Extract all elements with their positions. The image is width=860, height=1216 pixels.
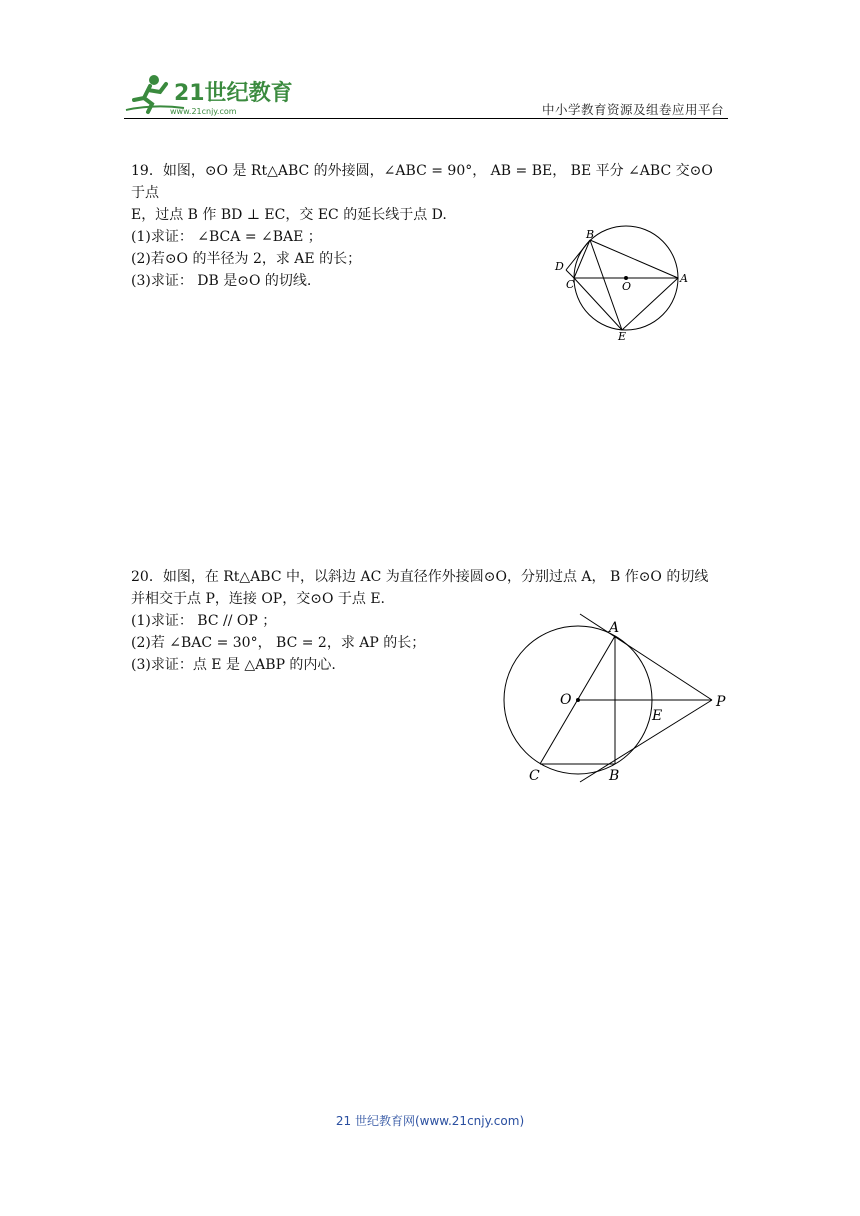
label-b: B	[586, 228, 595, 241]
page-footer[interactable]: 21 世纪教育网(www.21cnjy.com)	[335, 1114, 525, 1128]
q20-stem-line1: 20．如图，在 Rt△ABC 中，以斜边 AC 为直径作外接圆⊙O，分别过点 A， B 作⊙O 的切线	[131, 569, 709, 585]
q19-part3: (3)求证： DB 是⊙O 的切线.	[131, 273, 312, 289]
q19-part2: (2)若⊙O 的半径为 2，求 AE 的长；	[131, 251, 362, 267]
header-slogan: 中小学教育资源及组卷应用平台	[541, 102, 724, 117]
logo-text: 21世纪教育	[174, 81, 293, 106]
logo-graphic	[124, 70, 294, 118]
label-b: B	[609, 768, 620, 784]
q20-stem-line2: 并相交于点 P，连接 OP，交⊙O 于点 E.	[131, 591, 385, 607]
label-a: A	[680, 272, 688, 285]
segment-ba	[590, 240, 678, 278]
label-c: C	[566, 278, 575, 291]
segment-be	[590, 240, 622, 330]
segment-dc	[566, 270, 574, 278]
logo-url: www.21cnjy.com	[170, 107, 237, 116]
figure-19	[552, 226, 692, 346]
q19-stem-line2: E，过点 B 作 BD ⊥ EC，交 EC 的延长线于点 D.	[131, 207, 447, 223]
tangent-bp	[580, 700, 712, 782]
label-e: E	[618, 330, 627, 343]
segment-db	[566, 240, 590, 270]
q20-part2: (2)若 ∠BAC = 30°， BC = 2，求 AP 的长；	[131, 635, 426, 651]
figure-20	[498, 608, 738, 788]
tangent-ap	[580, 614, 712, 700]
label-o: O	[622, 280, 632, 293]
q19-stem-line1: 19．如图，⊙O 是 Rt△ABC 的外接圆，∠ABC = 90°， AB = BE， BE 平分 ∠ABC 交⊙O 于点	[131, 163, 713, 201]
q19-part1: (1)求证： ∠BCA = ∠BAE ；	[131, 229, 322, 245]
point-o	[576, 698, 580, 702]
label-c: C	[529, 768, 540, 784]
label-d: D	[555, 260, 564, 273]
label-a: A	[609, 620, 620, 636]
site-logo[interactable]	[124, 70, 294, 118]
label-o: O	[560, 692, 572, 708]
segment-cb	[574, 240, 590, 278]
q20-part3: (3)求证：点 E 是 △ABP 的内心.	[131, 657, 336, 673]
label-p: P	[716, 694, 726, 710]
label-e: E	[652, 708, 663, 724]
header-divider	[124, 118, 728, 119]
q20-part1: (1)求证： BC // OP ；	[131, 613, 277, 629]
